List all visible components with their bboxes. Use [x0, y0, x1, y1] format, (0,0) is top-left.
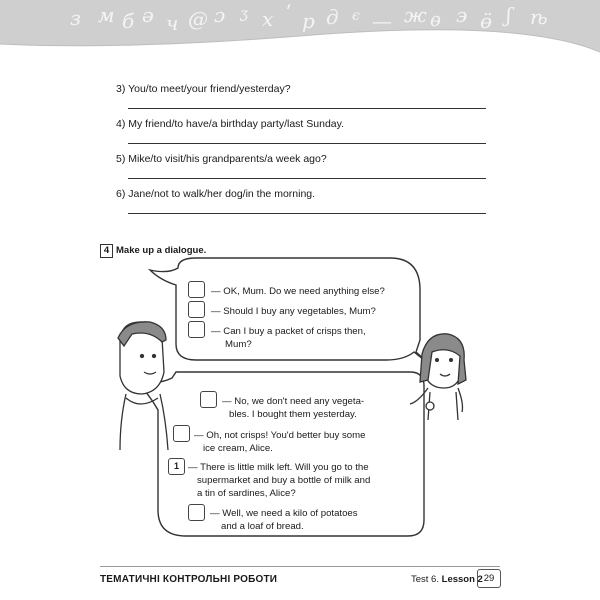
- dialogue-line: Mum?: [225, 339, 252, 350]
- dialogue-line: — Should I buy any vegetables, Mum?: [211, 306, 376, 317]
- svg-text:м: м: [98, 3, 115, 27]
- svg-text:ʒ: ʒ: [240, 6, 248, 22]
- dialogue-line: ice cream, Alice.: [203, 443, 273, 454]
- svg-text:є: є: [352, 8, 360, 24]
- exercise-text: Mike/to visit/his grandparents/a week ago?: [128, 153, 327, 165]
- svg-text:ɔ: ɔ: [214, 3, 226, 27]
- svg-text:х: х: [262, 7, 274, 31]
- page-number: 29: [477, 569, 501, 588]
- dialogue-line: — Well, we need a kilo of potatoes: [210, 508, 358, 519]
- exercise-text: You/to meet/your friend/yesterday?: [128, 83, 291, 95]
- svg-text:@: @: [188, 7, 208, 31]
- dialogue-line: supermarket and buy a bottle of milk and: [197, 475, 371, 486]
- answer-box[interactable]: [200, 391, 217, 408]
- svg-text:ч: ч: [166, 11, 179, 35]
- dialogue-line: bles. I bought them yesterday.: [229, 409, 357, 420]
- svg-text:ʹ: ʹ: [286, 1, 292, 25]
- answer-box[interactable]: [188, 301, 205, 318]
- svg-text:э: э: [456, 3, 468, 27]
- answer-box[interactable]: [188, 321, 205, 338]
- footer-section-title: ТЕМАТИЧНІ КОНТРОЛЬНІ РОБОТИ: [100, 574, 278, 585]
- svg-text:ʃ: ʃ: [506, 3, 512, 27]
- footer-test: Test 6.: [411, 574, 439, 585]
- answer-box[interactable]: [173, 425, 190, 442]
- dialogue-line: — Oh, not crisps! You'd better buy some: [194, 430, 366, 441]
- answer-box[interactable]: [188, 281, 205, 298]
- footer-divider: [100, 566, 500, 567]
- svg-text:ӫ: ӫ: [480, 9, 493, 33]
- dialogue-line: — Can I buy a packet of crisps then,: [211, 326, 366, 337]
- svg-text:з: з: [70, 6, 81, 30]
- dialogue-line: — OK, Mum. Do we need anything else?: [211, 286, 385, 297]
- dialogue-line: — There is little milk left. Will you go to the: [188, 462, 369, 473]
- exercise-number: 3): [116, 83, 126, 95]
- dialogue-line: — No, we don't need any vegeta-: [222, 396, 365, 407]
- boy-figure: [118, 322, 168, 450]
- svg-text:ѣ: ѣ: [530, 5, 548, 29]
- task-number-box: 4: [100, 244, 113, 258]
- svg-text:—: —: [372, 9, 392, 33]
- task-title: Make up a dialogue.: [116, 245, 207, 256]
- svg-text:р: р: [302, 9, 315, 33]
- dialogue-line: and a loaf of bread.: [221, 521, 304, 532]
- exercise-number: 6): [116, 188, 126, 200]
- exercise-text: My friend/to have/a birthday party/last Sunday.: [128, 118, 345, 130]
- exercise-text: Jane/not to walk/her dog/in the morning.: [128, 188, 316, 200]
- svg-text:б: б: [122, 9, 135, 33]
- svg-text:ж: ж: [404, 3, 427, 27]
- svg-text:ə: ə: [142, 3, 154, 27]
- svg-text:ѳ: ѳ: [430, 7, 442, 31]
- footer-test-label: [411, 574, 483, 585]
- answer-box[interactable]: 1: [168, 458, 185, 475]
- exercise-number: 4): [116, 118, 126, 130]
- exercise-number: 5): [116, 153, 126, 165]
- svg-text:д: д: [326, 5, 339, 29]
- answer-box[interactable]: [188, 504, 205, 521]
- footer-lesson: Lesson 2: [441, 574, 483, 585]
- dialogue-line: a tin of sardines, Alice?: [197, 488, 296, 499]
